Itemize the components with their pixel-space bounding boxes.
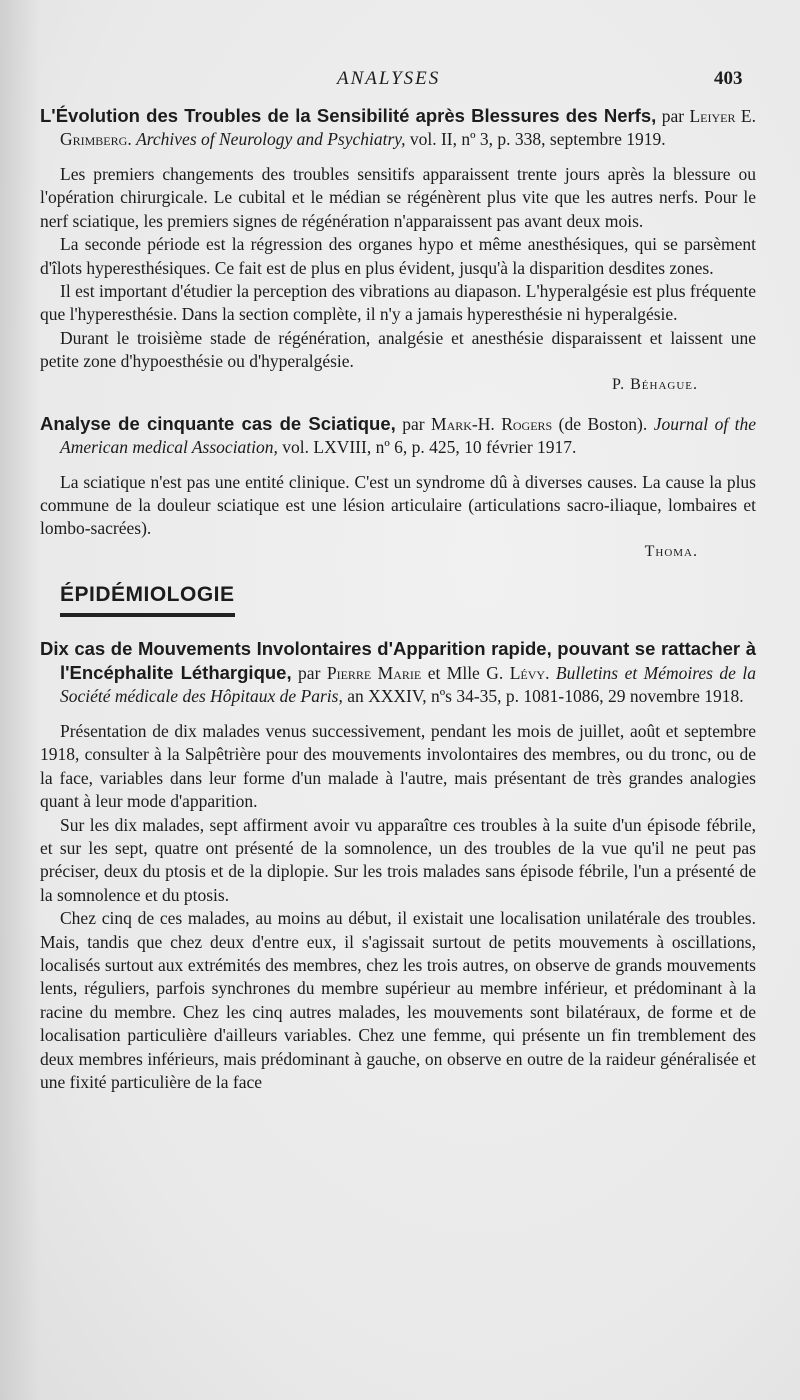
article-3-heading (40, 637, 756, 708)
paragraph: Il est important d'étudier la perception des vibrations au diapason. L'hyperalgésie est plus fréquente que l'hyperesthésie. Dans la section complète, il n'y a jamais hyperesthésie ni hyperalgésie. (40, 281, 756, 325)
article-authors: Mark-H. Rogers (431, 413, 553, 434)
article-separator: . (545, 662, 556, 683)
article-affiliation: (de Boston). (552, 413, 654, 434)
paragraph: La seconde période est la régression des organes hypo et même anesthésiques, qui se parsèment d'îlots hyperesthésiques. Ce fait est de plus en plus évident, jusqu'à la disparition desdites zones. (40, 234, 756, 278)
paragraph: Durant le troisième stade de régénération, analgésie et anesthésie disparaissent et laissent une petite zone d'hypoesthésie ou d'hyperalgésie. (40, 327, 756, 372)
article-authors: Pierre Marie (326, 662, 422, 683)
article-by: par (291, 662, 327, 683)
article-authors: Leiyer E. Grimberg (60, 106, 756, 149)
article-2-heading (40, 412, 756, 459)
article-details: an XXXIV, nºs 34-35, p. 1081-1086, 29 novembre 1918. (342, 685, 744, 706)
article-details: vol. LXVIII, nº 6, p. 425, 10 février 1917. (277, 436, 577, 457)
article-3 (40, 637, 756, 1095)
article-authors-2: G. Lévy (486, 662, 546, 683)
page-number: 403 (714, 68, 743, 89)
article-details: vol. II, nº 3, p. 338, septembre 1919. (405, 129, 666, 149)
section-heading: ÉPIDÉMIOLOGIE (60, 583, 235, 617)
article-journal: Archives of Neurology and Psychiatry, (136, 129, 406, 149)
page-content (40, 104, 756, 1094)
paragraph: La sciatique n'est pas une entité clinique. C'est un syndrome dû à diverses causes. La cause la plus commune de la douleur sciatique est une lésion articulaire (articulations sacro-iliaque, lombaires et lombo-sacrées). (40, 471, 756, 539)
article-by: par (395, 413, 432, 434)
article-journal: Bulletins et Mémoires de la Société médicale des Hôpitaux de Paris, (60, 662, 756, 706)
paragraph: Présentation de dix malades venus successivement, pendant les mois de juillet, août et septembre 1918, consulter à la Salpêtrière pour des mouvements involontaires des membres, ou du tronc, ou de la face, variables dans leur forme d'un malade à l'autre, mais présentant de très grandes analogies quant à leur mode d'apparition. (40, 720, 756, 812)
article-title: Analyse de cinquante cas de Sciatique, (40, 412, 396, 434)
page-edge-shadow (0, 0, 40, 1400)
article-title: L'Évolution des Troubles de la Sensibilité après Blessures des Nerfs, (40, 105, 657, 126)
article-journal: Journal of the American medical Association, (60, 413, 756, 457)
article-title: Dix cas de Mouvements Involontaires d'Apparition rapide, pouvant se rattacher à l'Encéphalite Léthargique, (40, 637, 756, 683)
article-and: et Mlle (421, 662, 487, 683)
article-1-heading (40, 104, 756, 151)
paragraph: Chez cinq de ces malades, au moins au début, il existait une localisation unilatérale des troubles. Mais, tandis que chez deux d'entre eux, il s'agissait surtout de petits mouvements à oscillations, localisés surtout aux extrémités des membres, chez les trois autres, on observe de grands mouvements lents, réguliers, parfois synchrones du membre supérieur au membre inférieur, et prédominant à la racine du membre. Chez les cinq autres malades, les mouvements sont bilatéraux, de forme et de localisation particulière d'ailleurs variables. Chez une femme, qui présente un fin tremblement des deux membres inférieurs, mais prédominant à gauche, on observe en outre de la raideur généralisée et une fixité particulière de la face (40, 908, 756, 1092)
paragraph: Sur les dix malades, sept affirment avoir vu apparaître ces troubles à la suite d'un épisode fébrile, et sur les sept, quatre ont présenté de la somnolence, un des troubles de la vue qu'il ne peut pas préciser, deux du ptosis et de la diplopie. Sur les trois malades sans épisode fébrile, l'un a présenté de la somnolence et du ptosis. (40, 814, 756, 905)
article-by: par (656, 106, 690, 126)
article-separator: . (127, 129, 137, 149)
article-signature: P. Béhague. (611, 375, 698, 393)
paragraph: Les premiers changements des troubles sensitifs apparaissent trente jours après la blessure ou l'opération chirurgicale. Le cubital et le médian se régénèrent plus vite que les autres nerfs. Pour le nerf sciatique, les premiers signes de régénération n'apparaissent pas avant deux mois. (40, 164, 756, 231)
article-1 (40, 104, 756, 394)
page-header (0, 68, 800, 94)
article-signature: Thoma. (644, 542, 698, 560)
running-head: ANALYSES (337, 68, 441, 89)
article-2 (40, 412, 756, 561)
